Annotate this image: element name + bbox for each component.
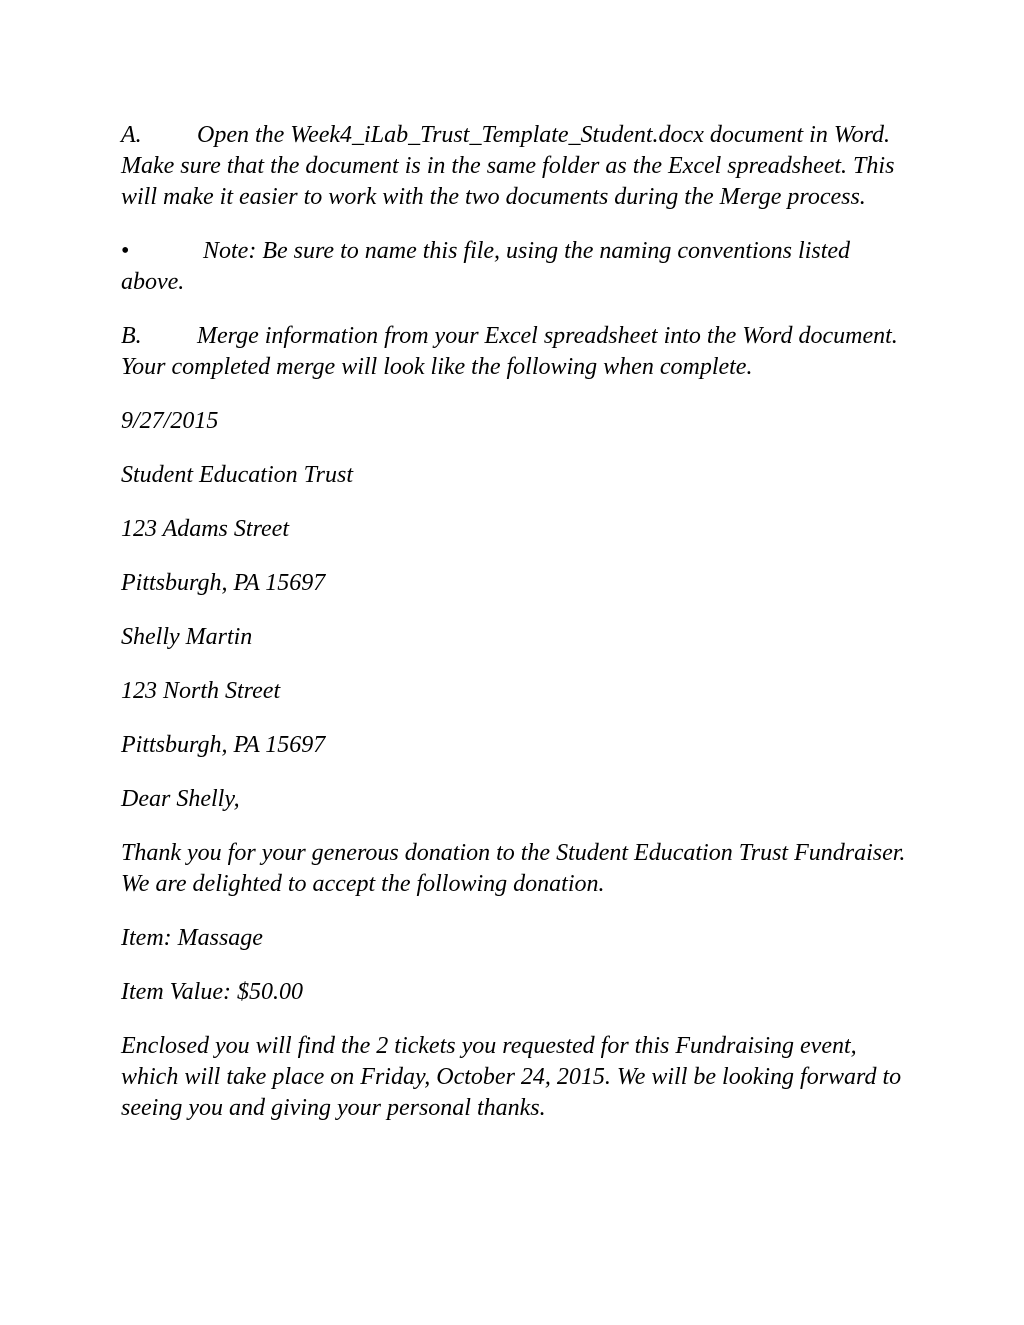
step-a-label: A. bbox=[121, 122, 142, 148]
sender-street: 123 Adams Street bbox=[121, 516, 289, 542]
step-a-text: Open the Week4_iLab_Trust_Template_Student.docx document in Word. Make sure that the document is in the same folder as the Excel spreadsheet. This will make it easier to work with the two documents during the Merge process. bbox=[121, 122, 895, 210]
letter-salutation: Dear Shelly, bbox=[121, 786, 240, 812]
step-b-paragraph bbox=[121, 321, 911, 383]
note-text: Note: Be sure to name this file, using the naming conventions listed above. bbox=[121, 238, 851, 295]
sender-name: Student Education Trust bbox=[121, 462, 354, 488]
recipient-city: Pittsburgh, PA 15697 bbox=[121, 732, 326, 758]
letter-date: 9/27/2015 bbox=[121, 408, 219, 434]
bullet-icon: • bbox=[121, 238, 130, 264]
step-b-label: B. bbox=[121, 323, 142, 349]
step-b-text: Merge information from your Excel spreadsheet into the Word document. Your completed merge will look like the following when complete. bbox=[121, 323, 898, 380]
donation-item: Item: Massage bbox=[121, 925, 263, 951]
step-a-paragraph bbox=[121, 120, 911, 213]
document-page bbox=[121, 120, 911, 1147]
recipient-street: 123 North Street bbox=[121, 678, 281, 704]
letter-body-thanks: Thank you for your generous donation to the Student Education Trust Fundraiser. We are delighted to accept the following donation. bbox=[121, 840, 906, 897]
recipient-name: Shelly Martin bbox=[121, 624, 253, 650]
sender-city: Pittsburgh, PA 15697 bbox=[121, 570, 326, 596]
donation-item-value: Item Value: $50.00 bbox=[121, 979, 303, 1005]
letter-body-event: Enclosed you will find the 2 tickets you requested for this Fundraising event, which will take place on Friday, October 24, 2015. We will be looking forward to seeing you and giving your personal thanks. bbox=[121, 1033, 902, 1121]
note-paragraph bbox=[121, 236, 911, 298]
